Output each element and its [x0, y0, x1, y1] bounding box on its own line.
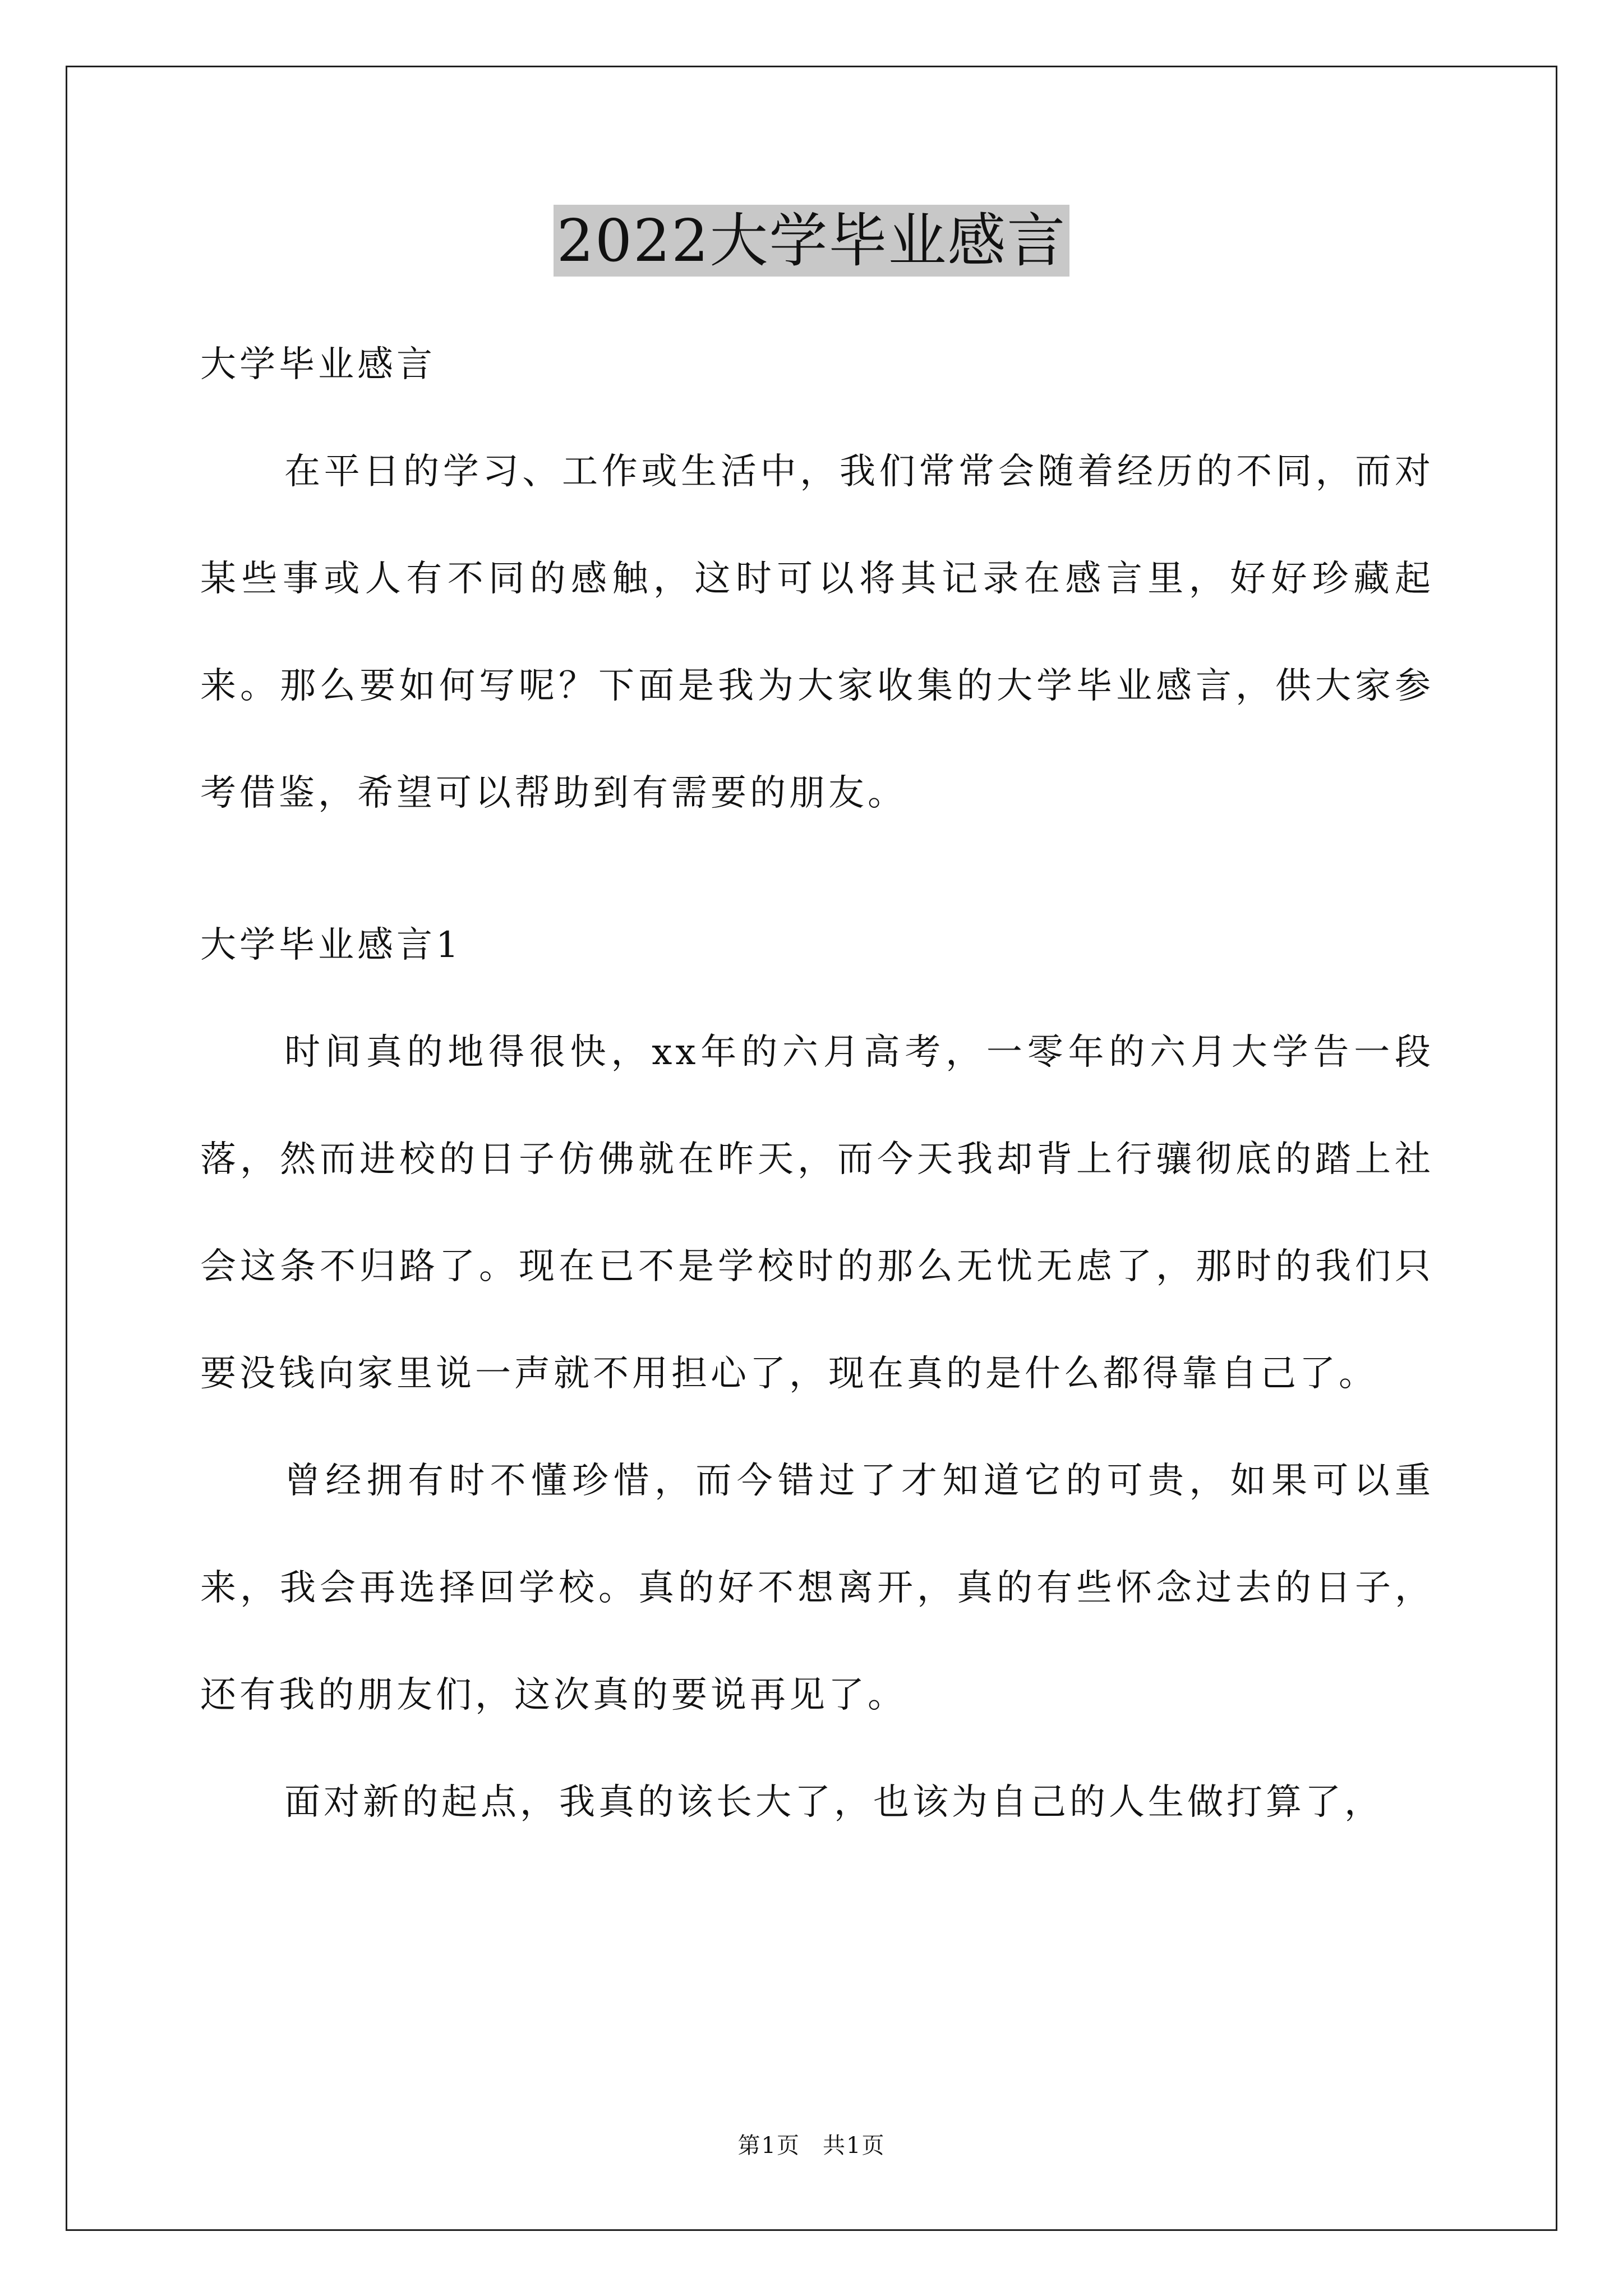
intro-paragraph: 在平日的学习、工作或生活中，我们常常会随着经历的不同，而对某些事或人有不同的感触，这时可以将其记录在感言里，好好珍藏起来。那么要如何写呢？下面是我为大家收集的大学毕业感言，供大家参考借鉴，希望可以帮助到有需要的朋友。: [200, 451, 1434, 814]
intro-heading: 大学毕业感言: [200, 344, 436, 385]
page-footer: [0, 2129, 1623, 2162]
document-title: 2022大学毕业感言: [554, 205, 1070, 277]
section1-paragraph: 曾经拥有时不懂珍惜，而今错过了才知道它的可贵，如果可以重来，我会再选择回学校。真的好不想离开，真的有些怀念过去的日子，还有我的朋友们，这次真的要说再见了。: [200, 1460, 1434, 1716]
section1-paragraph: 面对新的起点，我真的该长大了，也该为自己的人生做打算了，: [284, 1782, 1384, 1823]
page-number: 第1页: [737, 2133, 800, 2159]
section1-heading: 大学毕业感言1: [200, 924, 462, 966]
document-body: [200, 311, 1434, 1856]
section1-paragraph: 时间真的地得很快，xx年的六月高考，一零年的六月大学告一段落，然而进校的日子仿佛就在昨天，而今天我却背上行骧彻底的踏上社会这条不归路了。现在已不是学校时的那么无忧无虑了，那时的我们只要没钱向家里说一声就不用担心了，现在真的是什么都得靠自己了。: [200, 1032, 1434, 1395]
title-wrap: [0, 205, 1623, 277]
section-gap: [200, 847, 1434, 892]
page-total: 共1页: [823, 2133, 886, 2159]
